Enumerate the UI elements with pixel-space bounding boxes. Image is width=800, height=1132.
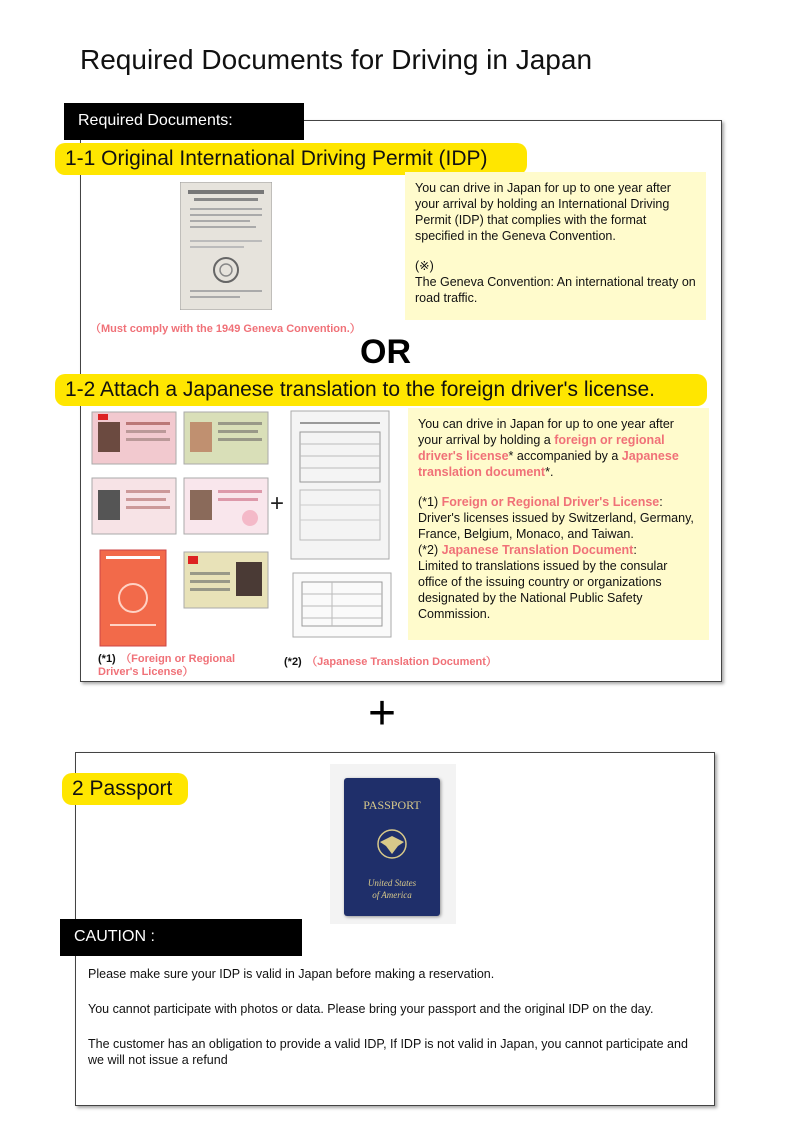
translation-caption: (*2) （Japanese Translation Document）: [284, 656, 497, 668]
belgian-license-image: [184, 478, 268, 534]
translation-document-image: [290, 410, 390, 560]
swiss-license-image: [92, 412, 176, 464]
plus-icon: +: [270, 490, 285, 517]
passport-country-1: United States: [367, 878, 417, 888]
monaco-license-image: [100, 550, 166, 646]
or-label: OR: [360, 333, 411, 371]
idp-note: [405, 172, 706, 320]
translation-document-image-2: [292, 572, 392, 638]
taiwan-license-image: [184, 552, 268, 608]
footnote-2: (*2) Japanese Translation Document: Limited to translations issued by the consular office of the issuing country or organizations designated by the National Public Safety Commission.: [418, 543, 668, 621]
translation-note-intro: You can drive in Japan for up to one year after your arrival by holding a foreign or regional driver's license* accompanied by a Japanese translation document*.: [418, 417, 679, 479]
caution-text: [88, 966, 688, 1087]
required-documents-header: Required Documents:: [64, 103, 304, 140]
passport-label: 2 Passport: [62, 773, 188, 805]
footnote-1: (*1) Foreign or Regional Driver's License: Driver's licenses issued by Switzerland, Germany, France, Belgium, Monaco, and Taiwan.: [418, 495, 694, 541]
passport-country-2: of America: [372, 890, 412, 900]
caution-line: You cannot participate with photos or data. Please bring your passport and the original IDP on the day.: [88, 1002, 654, 1016]
passport-title: PASSPORT: [363, 798, 421, 812]
idp-booklet-image: [180, 182, 272, 310]
french-license-image: [92, 478, 176, 534]
translation-note: [408, 408, 709, 640]
german-license-image: [184, 412, 268, 464]
caution-line: Please make sure your IDP is valid in Japan before making a reservation.: [88, 967, 495, 981]
idp-note-text: You can drive in Japan for up to one year after your arrival by holding an International Driving Permit (IDP) that complies with the format specified in the Geneva Convention.: [415, 181, 671, 243]
license-images: [90, 410, 272, 650]
page-title: Required Documents for Driving in Japan: [80, 44, 593, 75]
idp-option-label: 1-1 Original International Driving Permit (IDP): [55, 143, 527, 175]
plus-separator: +: [368, 687, 397, 740]
idp-image-caption: （Must comply with the 1949 Geneva Convention.）: [90, 323, 361, 335]
license-caption: (*1) （Foreign or Regional Driver's License）: [98, 653, 236, 678]
translation-option-label: 1-2 Attach a Japanese translation to the foreign driver's license.: [55, 374, 707, 406]
idp-note-mark: (※): [415, 259, 434, 273]
caution-header: CAUTION :: [60, 919, 302, 956]
passport-image: [330, 764, 456, 924]
passport-cover: [344, 778, 440, 916]
idp-note-geneva: The Geneva Convention: An international treaty on road traffic.: [415, 275, 696, 305]
caution-line: The customer has an obligation to provide a valid IDP, If IDP is not valid in Japan, you cannot participate and we will not issue a refund: [88, 1037, 688, 1067]
eagle-seal-icon: [372, 824, 412, 864]
